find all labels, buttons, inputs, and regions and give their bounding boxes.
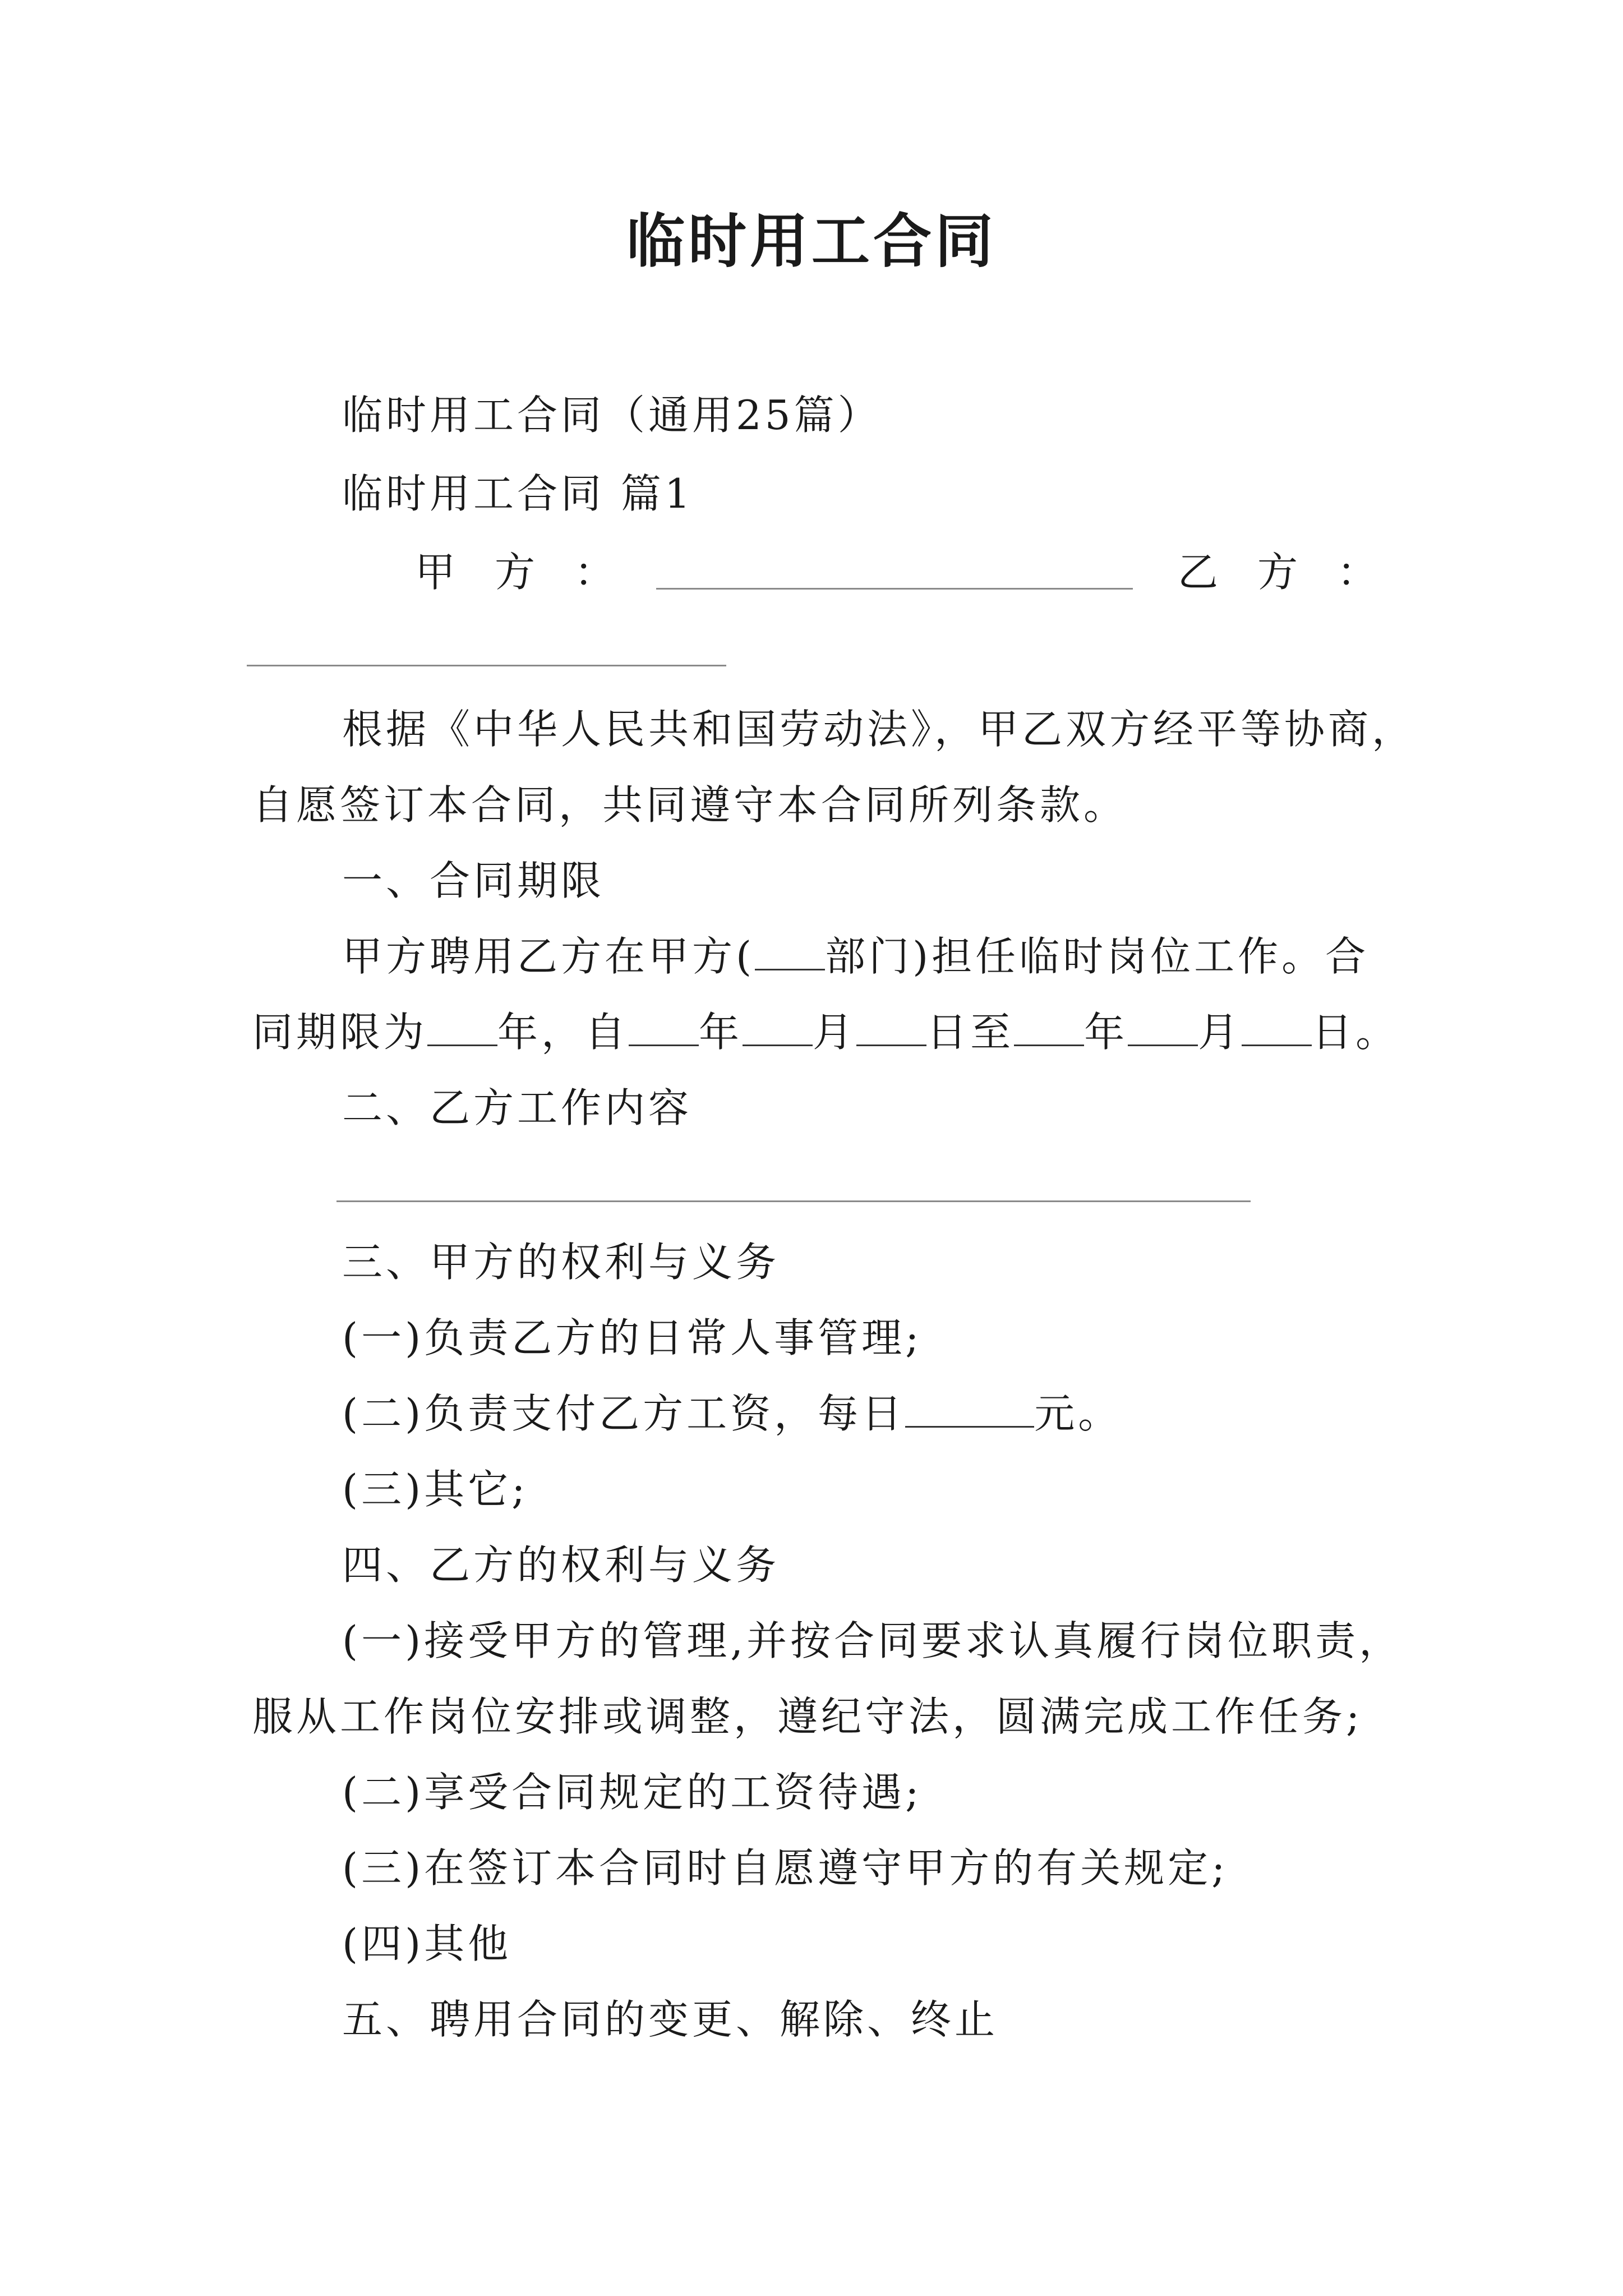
clause-item: (一)接受甲方的管理,并按合同要求认真履行岗位职责， [342,1617,1403,1664]
fill-blank [1128,1011,1198,1046]
party-b-blank-line [247,665,726,666]
text-segment: 年，自 [497,1009,629,1056]
text-segment: 月 [813,1009,857,1056]
fill-blank [856,1011,926,1046]
clause-heading: 一、合同期限 [342,857,605,904]
party-a-label: 甲方： [415,549,654,596]
text-segment: (二)负责支付乙方工资，每日 [342,1390,906,1437]
text-segment: 日至 [926,1009,1015,1056]
fill-blank [1242,1011,1312,1046]
clause-item: (三)其它; [342,1466,529,1513]
text-segment: 年 [1084,1009,1128,1056]
fill-blank [905,1392,1034,1428]
clause-item: (三)在签订本合同时自愿遵守甲方的有关规定; [342,1844,1229,1892]
party-a-blank-line [656,588,1133,590]
text-segment: 年 [699,1009,743,1056]
text-segment: 同期限为 [252,1009,428,1056]
fill-blank [629,1011,699,1046]
paragraph-line: 自愿签订本合同，共同遵守本合同所列条款。 [252,781,1128,829]
section-heading-line: 临时用工合同 篇1 [342,470,694,517]
clause-heading: 三、甲方的权利与义务 [342,1239,780,1286]
text-segment: 日。 [1312,1009,1400,1056]
party-b-label: 乙方： [1178,549,1417,596]
clause-item: (二)享受合同规定的工资待遇; [342,1769,923,1816]
text-segment: 甲方聘用乙方在甲方( [342,933,755,980]
clause-item: (一)负责乙方的日常人事管理; [342,1314,923,1361]
fill-blank [427,1011,497,1046]
paragraph-line [252,1004,1399,1060]
clause-item [342,1386,1122,1442]
text-segment: 元。 [1034,1390,1122,1437]
clause-heading: 五、聘用合同的变更、解除、终止 [342,1996,999,2043]
text-segment: 月 [1198,1009,1242,1056]
subtitle-line: 临时用工合同（通用25篇） [342,392,882,439]
fill-blank [1014,1011,1084,1046]
clause-heading: 四、乙方的权利与义务 [342,1542,780,1589]
clause-item: (四)其他 [342,1920,512,1967]
fill-blank [743,1011,813,1046]
paragraph-line: 根据《中华人民共和国劳动法》，甲乙双方经平等协商， [342,706,1416,753]
clause-item: 服从工作岗位安排或调整，遵纪守法，圆满完成工作任务; [252,1693,1363,1740]
document-title: 临时用工合同 [626,207,997,275]
text-segment: 部门)担任临时岗位工作。合 [825,933,1370,980]
work-content-blank-line [336,1200,1251,1202]
paragraph-line [342,928,1369,984]
clause-heading: 二、乙方工作内容 [342,1084,693,1131]
fill-blank [755,935,825,970]
